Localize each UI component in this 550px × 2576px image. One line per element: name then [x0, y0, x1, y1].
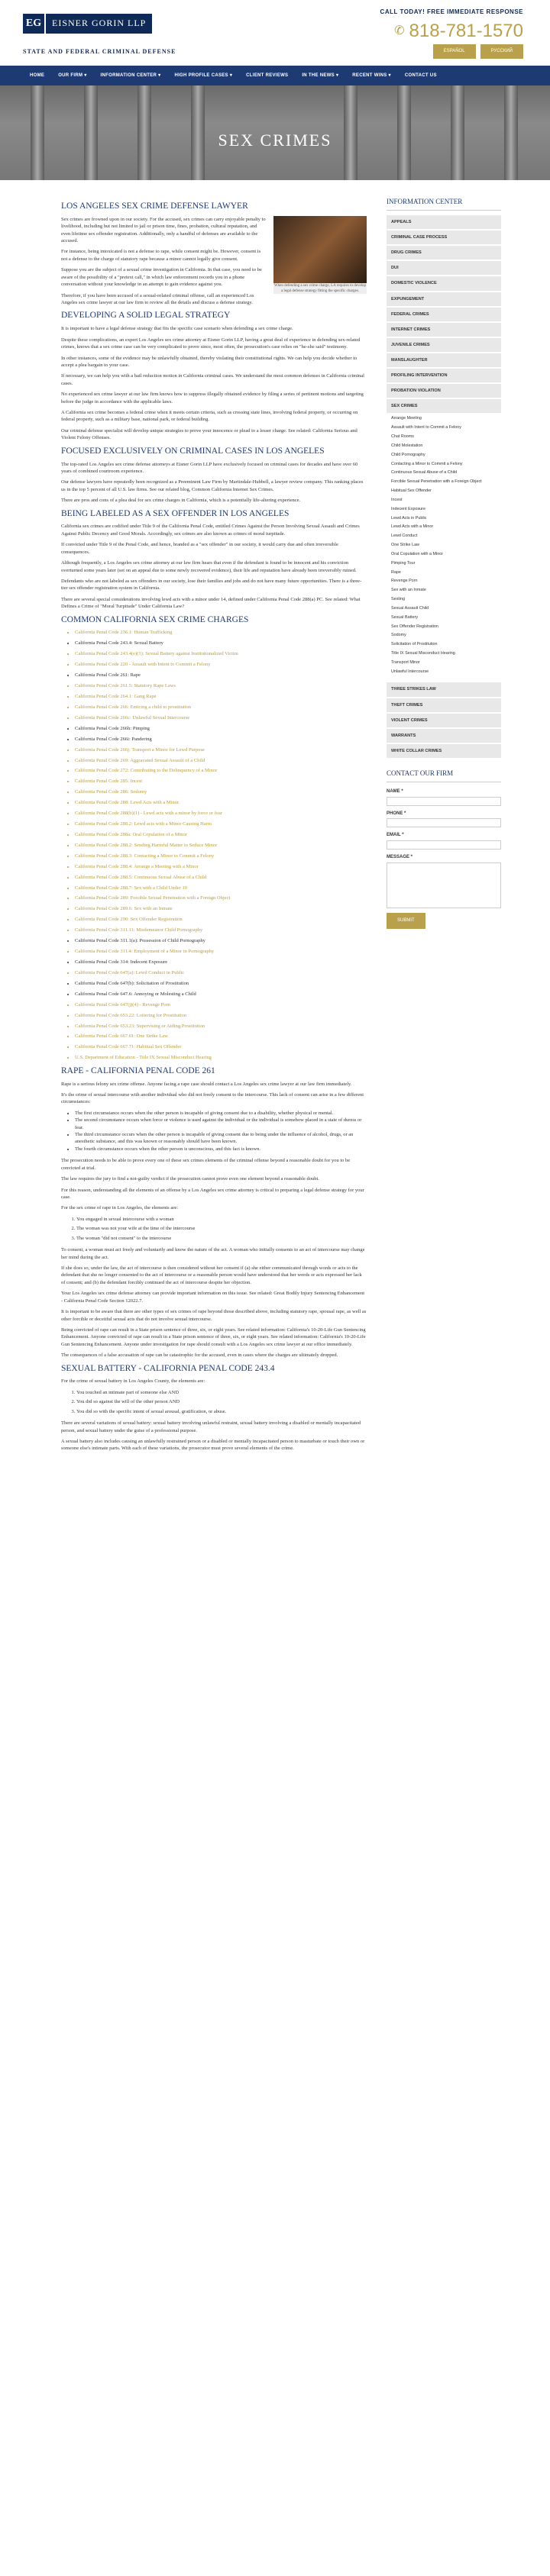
message-label: MESSAGE *: [387, 855, 413, 860]
paragraph: Our defense lawyers have repeatedly been recognized as a Preeminent Law Firm by Martindale-Hubbell, a lawyer review company. This ranking places us in the top 5 percent of all U.S. law firms. See our related blog, Common California Internet Sex Crimes.: [61, 479, 364, 492]
nav-our-firm[interactable]: OUR FIRM ▾: [58, 73, 87, 78]
charge-link[interactable]: • California Penal Code 266: Enticing a child to prostitution: [75, 704, 367, 711]
paragraph: There are pros and cons of a plea deal for sex crime charges in California, which is a potentially life-altering experience.: [61, 498, 301, 504]
charge-link[interactable]: • California Penal Code 653.23: Supervising or Aiding Prostitution: [75, 1023, 367, 1030]
main-content: [61, 197, 367, 1456]
list-item: • The third circumstance occurs when the other person is incapable of giving consent due to being under the influence of alcohol, drugs, or an anesthetic substance, and this was known or reasonably should have been known.: [75, 1131, 367, 1146]
sidebar-subitem[interactable]: Lewd Acts in Public: [391, 515, 427, 521]
sidebar-subitem[interactable]: Lewd Conduct: [391, 534, 418, 539]
charge-link[interactable]: • California Penal Code 272: Contributing to the Delinquency of a Minor: [75, 767, 367, 774]
message-field[interactable]: [387, 862, 501, 908]
charge-item: • California Penal Code 311.1(a): Possession of Child Pornography: [75, 937, 367, 944]
nav-in-the-news[interactable]: IN THE NEWS ▾: [302, 73, 339, 78]
phone-icon: ✆: [394, 24, 405, 37]
nav-information-center[interactable]: INFORMATION CENTER ▾: [100, 73, 161, 78]
charge-link[interactable]: • California Penal Code 261.5: Statutory Rape Laws: [75, 682, 367, 689]
name-field[interactable]: [387, 797, 501, 806]
hero-banner: [0, 85, 550, 180]
sidebar-subitem[interactable]: Sexual Assault Child: [391, 605, 429, 611]
sidebar-subitem[interactable]: Sex with an Inmate: [391, 588, 426, 593]
charge-link[interactable]: • California Penal Code 288.3: Contacting a Minor to Commit a Felony: [75, 853, 367, 859]
email-field[interactable]: [387, 840, 501, 850]
list-item: • The fourth circumstance occurs when the other person is unconscious, and this fact is known.: [75, 1146, 367, 1153]
gavel-photo: [273, 216, 367, 283]
sidebar-subitem[interactable]: Pimping Tour: [391, 560, 416, 566]
charges-list: [61, 629, 367, 1061]
top-header: [0, 0, 550, 66]
paragraph: There are several special considerations involving lewd acts with a minor under 14, defined under California Penal Code 288(a) PC. See related: What Defines a Crime of "Moral Turpitude" Under California Law?: [61, 596, 361, 610]
sidebar-subitem[interactable]: Revenge Porn: [391, 579, 418, 584]
paragraph: Although frequently, a Los Angeles sex crime attorney at our law firm hears that even if the defendant is found to be innocent and his conviction overturned some years later (set on an appeal due to some newly recovered evidence), their life and reputation have already been irreversibly ruined.: [61, 560, 357, 573]
charge-item: • California Penal Code 647(b): Solicitation of Prostitution: [75, 980, 367, 987]
charge-link[interactable]: • California Penal Code 288.5: Continuous Sexual Abuse of a Child: [75, 874, 367, 881]
paragraph: For this reason, understanding all the elements of an offense by a Los Angeles sex crime attorney is critical to preparing a legal defense strategy for your case.: [61, 1187, 364, 1201]
main-nav: [0, 66, 550, 85]
nav-client-reviews[interactable]: CLIENT REVIEWS: [246, 73, 289, 78]
paragraph: No experienced sex crime lawyer at our law firm knows how to suppress illegally obtained evidence by filing a series of pertinent motions and targeting before the judge in accordance with the applicable laws.: [61, 392, 364, 405]
paragraph: Being convicted of rape can result in a State prison sentence of three, six, or eight years. See related information: California's 10-20-Life Gun Sentencing Enhancement. Anyone convicted of rape can result in a State prison sentence of three, six, or eight years. See related information: California's 10-20-Life Gun Sentencing Enhancement. Anyone under investigation for rape should consult with a Los Angeles sex crime lawyer at our office immediately.: [61, 1327, 366, 1347]
paragraph: Therefore, if you have been accused of a sexual-related criminal offense, call an experienced Los Angeles sex crime lawyer at our law firm to review all the details and discuss a defense strategy.: [61, 292, 254, 306]
sidebar-subitem[interactable]: Assault with Intent to Commit a Felony: [391, 425, 461, 430]
paragraph: If she does so, under the law, the act of intercourse is then considered without her consent if (a) she either communicated through words or acts to the defendant that she no longer consented to the act of intercourse or a reasonable person would have understood that her words or acts expressed her lack of consent; and (b) the defendant forcibly continued the act of intercourse despite her objection.: [61, 1265, 362, 1285]
paragraph: A sexual battery also includes causing an unlawfully restrained person or a disabled or mentally incapacitated person to masturbate or touch their own or someone else's intimate parts. With each of these variations, the prosecutor must prove several elements of the crime.: [61, 1438, 365, 1452]
charge-item: • California Penal Code 261: Rape: [75, 672, 367, 679]
charge-link[interactable]: • California Penal Code 288(b)(1) - Lewd acts with a minor by force or fear: [75, 810, 367, 817]
sidebar-subitem[interactable]: Incest: [391, 497, 403, 502]
charge-item: • California Penal Code 314: Indecent Exposure: [75, 959, 367, 966]
email-label: EMAIL *: [387, 833, 404, 838]
list-item: 3. You did so with the specific intent of sexual arousal, gratification, or abuse.: [76, 1408, 367, 1415]
charge-link[interactable]: • U.S. Department of Education - Title IX Sexual Misconduct Hearing: [75, 1054, 367, 1061]
sidebar-subitem[interactable]: Contacting a Minor to Commit a Felony: [391, 461, 463, 466]
charge-link[interactable]: • California Penal Code 288.7: Sex with a Child Under 10: [75, 885, 367, 891]
logo-name: EISNER GORIN LLP: [46, 14, 152, 34]
sidebar-item[interactable]: THREE STRIKES LAW: [387, 682, 501, 696]
list-item: 2. You did so against the will of the other person AND: [76, 1398, 367, 1405]
charge-link[interactable]: • California Penal Code 667.71: Habitual Sex Offender: [75, 1043, 367, 1050]
charge-link[interactable]: • California Penal Code 667.61: One Strike Law: [75, 1033, 367, 1040]
sidebar-subitem[interactable]: Solicitation of Prostitution: [391, 642, 438, 647]
sidebar-subitem[interactable]: Sexual Battery: [391, 614, 419, 620]
sidebar-item[interactable]: EXPUNGEMENT: [387, 292, 501, 306]
tagline: STATE AND FEDERAL CRIMINAL DEFENSE: [23, 48, 176, 55]
section-heading: BEING LABELED AS A SEX OFFENDER IN LOS ANGELES: [61, 508, 290, 518]
language-buttons: [433, 44, 523, 59]
sidebar-subitem[interactable]: Indecent Exposure: [391, 506, 425, 511]
paragraph: Rape is a serious felony sex crime offense. Anyone facing a rape case should contact a Los Angeles sex crime lawyer at our law firm immediately.: [61, 1081, 352, 1087]
sidebar-subitem[interactable]: Sodomy: [391, 633, 406, 638]
section-heading: COMMON CALIFORNIA SEX CRIME CHARGES: [61, 614, 249, 624]
section-heading: RAPE - CALIFORNIA PENAL CODE 261: [61, 1066, 215, 1075]
paragraph: For instance, being intoxicated is not a defense to rape, while consent might be. However, consent is not a defense to the charge of statutory rape because a minor cannot legally give consent.: [61, 249, 261, 262]
paragraph: Your Los Angeles sex crime defense attorney can provide important information on this issue. See related: Great Bodily Injury Sentencing Enhancement - California Penal Code Section 12022.7.: [61, 1291, 365, 1304]
sidebar-subitem[interactable]: Child Molestation: [391, 443, 423, 448]
paragraph: If convicted under Title 9 of the Penal Code, and hence, branded as a "sex offender" in our society, it would carry due and often irreversible consequences.: [61, 542, 338, 555]
sidebar: [387, 197, 501, 1456]
phone-label: PHONE *: [387, 811, 406, 816]
charge-link[interactable]: • California Penal Code 220 - Assault with Intent to Commit a Felony: [75, 661, 367, 668]
charge-link[interactable]: • California Penal Code 311.4: Employment of a Minor in Pornography: [75, 948, 367, 955]
logo[interactable]: [23, 14, 152, 34]
charge-link[interactable]: • California Penal Code 269: Aggravated Sexual Assault of a Child: [75, 757, 367, 764]
charge-link[interactable]: • California Penal Code 289: Forcible Sexual Penetration with a Foreign Object: [75, 895, 367, 901]
sidebar-subitem[interactable]: Forcible Sexual Penetration with a Foreign Object: [391, 479, 482, 485]
rape-circumstances-list: [61, 1110, 367, 1153]
sidebar-subitem[interactable]: Title IX Sexual Misconduct Hearing: [391, 651, 455, 656]
rape-elements-list: [61, 1216, 367, 1242]
call-box: [380, 8, 523, 44]
paragraph: The prosecution needs to be able to prove every one of these sex crimes elements of the criminal offense beyond a reasonable doubt for you to be convicted at trial.: [61, 1158, 351, 1171]
list-item: 3. The woman "did not consent" to the intercourse: [76, 1235, 367, 1242]
paragraph: There are several variations of sexual battery: sexual battery involving unlawful restraint, sexual battery involving a disabled or mentally incapacitated person, and sexual battery under the guise of a professional purpose.: [61, 1420, 361, 1433]
page-title: SEX CRIMES: [218, 131, 332, 150]
charge-item: • California Penal Code 243.4: Sexual Battery: [75, 640, 367, 646]
list-item: 1. You engaged in sexual intercourse with a woman: [76, 1216, 367, 1223]
charge-link[interactable]: • California Penal Code 266c: Unlawful Sexual Intercourse: [75, 714, 367, 721]
sidebar-item[interactable]: WHITE COLLAR CRIMES: [387, 744, 501, 758]
sidebar-item[interactable]: THEFT CRIMES: [387, 698, 501, 712]
charge-link[interactable]: • California Penal Code 290: Sex Offender Registration: [75, 916, 367, 923]
sidebar-item[interactable]: DRUG CRIMES: [387, 246, 501, 260]
spanish-button[interactable]: ESPAÑOL: [433, 44, 476, 59]
nav-high-profile-cases[interactable]: HIGH PROFILE CASES ▾: [174, 73, 233, 78]
battery-elements-list: [61, 1389, 367, 1415]
paragraph: It is important to have a legal defense strategy that fits the specific case scenario when defending a sex crime charge.: [61, 326, 293, 332]
paragraph: Sex crimes are frowned upon in our society. For the accused, sex crimes can carry enjoyable penalty to livelihood, including but not limited to jail or prison time, fines, probation, cultural reputation, and even lifetime sex offender registration. Additionally, only a handful of defenses are available to the accused.: [61, 216, 266, 244]
charge-link[interactable]: • California Penal Code 243.4(e)(1): Sexual Battery against Institutionalized Victim: [75, 650, 367, 657]
paragraph: The consequences of a false accusation of rape can be catastrophic for the accused, even in cases where the charges are ultimately dropped.: [61, 1352, 338, 1359]
sidebar-subitem[interactable]: Continuous Sexual Abuse of a Child: [391, 470, 458, 476]
name-label: NAME *: [387, 789, 403, 795]
sidebar-item[interactable]: PROFILING INTERVENTION: [387, 369, 501, 382]
charge-link[interactable]: • California Penal Code 288.2: Sending Harmful Matter to Seduce Minor: [75, 842, 367, 849]
charge-link[interactable]: • California Penal Code 286: Sodomy: [75, 788, 367, 795]
charge-link[interactable]: • California Penal Code 288a: Oral Copulation of a Minor: [75, 831, 367, 838]
logo-mark: EG: [23, 14, 44, 34]
paragraph: California sex crimes are codified under Title 9 of the California Penal Code, entitled Crimes Against the Person Involving Sexual Assault and Crimes Against Public Decency and Good Morals. Accordingly, sex crimes are also known as crimes of moral turpitude.: [61, 524, 360, 537]
charge-link[interactable]: • California Penal Code 288.2: Lewd acts with a Minor Causing Harm: [75, 821, 367, 827]
charge-item: • California Penal Code 647.6: Annoying or Molesting a Child: [75, 991, 367, 998]
paragraph: In other instances, some of the evidence may be unlawfully obtained, thereby violating their constitutional rights. We can help you decide whether to accept a plea bargain to your case.: [61, 355, 358, 368]
sidebar-item[interactable]: FEDERAL CRIMES: [387, 308, 501, 321]
charge-link[interactable]: • California Penal Code 311.11: Misdemeanor Child Pornography: [75, 927, 367, 933]
sidebar-subitem[interactable]: Chat Rooms: [391, 434, 414, 440]
paragraph: It is important to be aware that there are other types of sex crimes of rape beyond those described above, including statutory rape, spousal rape, as well as other forcible or deceitful sexual acts that do not involve sexual intercourse.: [61, 1309, 367, 1322]
list-item: • The first circumstance occurs when the other person is incapable of giving consent due to a disability, whether physical or mental.: [75, 1110, 367, 1117]
sidebar-subitem[interactable]: Rape: [391, 569, 401, 575]
phone-field[interactable]: [387, 818, 501, 827]
paragraph: If necessary, we can help you with a bail reduction motion in California criminal cases. We understand the most common defenses in California criminal cases.: [61, 373, 364, 386]
paragraph: Defendants who are not labeled as sex offenders in our society, lose their families and jobs and do not have many future opportunities. There is a three-tier sex offender registration system in California.: [61, 578, 362, 592]
paragraph: For the crime of sexual battery in Los Angeles County, the elements are:: [61, 1378, 205, 1385]
sidebar-item[interactable]: APPEALS: [387, 215, 501, 229]
paragraph: The top-rated Los Angeles sex crime defense attorneys at Eisner Gorin LLP have exclusively focused on criminal cases for decades and have over 60 years of combined courtroom experience.: [61, 461, 358, 474]
phone-link[interactable]: [380, 18, 523, 45]
nav-recent-wins[interactable]: RECENT WINS ▾: [352, 73, 391, 78]
section-heading: SEXUAL BATTERY - CALIFORNIA PENAL CODE 243.4: [61, 1363, 275, 1373]
sidebar-subitem[interactable]: Arrange Meeting: [391, 416, 422, 421]
paragraph: Our criminal defense specialist will develop unique strategies to prove your innocence or plead to a lesser charge. See related: California Serious and Violent Felony Offenses.: [61, 427, 358, 441]
charge-link[interactable]: • California Penal Code 647(a): Lewd Conduct in Public: [75, 969, 367, 976]
submit-button[interactable]: SUBMIT: [387, 913, 425, 929]
paragraph: Despite these complications, an expert Los Angeles sex crime attorney at Eisner Gorin LLP, having a great deal of experience in defending sex-related crimes, knows that a sex crime case can be very complicated to prove since, most often, the prosecution's case relies on "he-she said" testimony.: [61, 337, 361, 350]
list-item: • The second circumstance occurs when force or violence is used against the individual or the individual is somehow placed in a state of duress or fear.: [75, 1117, 367, 1131]
sidebar-subitem[interactable]: Lewd Acts with a Minor: [391, 524, 434, 530]
sidebar-subitem[interactable]: Oral Copulation with a Minor: [391, 551, 444, 556]
nav-home[interactable]: HOME: [30, 73, 45, 78]
paragraph: To consent, a woman must act freely and voluntarily and know the nature of the act. A woman who initially consents to an act of intercourse may change her mind during the act.: [61, 1247, 365, 1260]
sidebar-item[interactable]: INTERNET CRIMES: [387, 323, 501, 337]
sidebar-item[interactable]: WARRANTS: [387, 729, 501, 743]
sidebar-item[interactable]: DOMESTIC VIOLENCE: [387, 276, 501, 290]
sidebar-subitem[interactable]: One Strike Law: [391, 543, 419, 548]
sidebar-subitem[interactable]: Habitual Sex Offender: [391, 488, 432, 494]
charge-link[interactable]: • California Penal Code 289.6: Sex with an Inmate: [75, 905, 367, 912]
charge-link[interactable]: • California Penal Code 285: Incest: [75, 778, 367, 785]
paragraph: Suppose you are the subject of a sexual crime investigation in California. In that case, you need to be aware of the possibility of a "pretext call," in which law enforcement records you in a phone conversation without your knowledge in an attempt to gain evidence against you.: [61, 267, 262, 288]
info-center-heading: INFORMATION CENTER: [387, 197, 501, 211]
list-item: 1. You touched an intimate part of someone else AND: [76, 1389, 367, 1396]
paragraph: A California sex crime becomes a federal crime when it meets certain criteria, such as crossing state lines, involving federal property, or occurring on federal property, such as a military base, national park, or federal building.: [61, 410, 358, 423]
charge-item: • California Penal Code 266h: Pimping: [75, 725, 367, 732]
sidebar-subitem[interactable]: Unlawful Intercourse: [391, 669, 429, 674]
sidebar-item[interactable]: PROBATION VIOLATION: [387, 384, 501, 398]
paragraph: The law requires the jury to find a not-guilty verdict if the prosecution cannot prove even one element beyond a reasonable doubt.: [61, 1176, 319, 1182]
sidebar-subitem[interactable]: Child Pornography: [391, 452, 425, 457]
sidebar-item[interactable]: DUI: [387, 261, 501, 275]
charge-item: • California Penal Code 266i: Pandering: [75, 736, 367, 743]
paragraph: For the sex crime of rape in Los Angeles, the elements are:: [61, 1205, 179, 1211]
phone-number: 818-781-1570: [409, 20, 523, 41]
image-caption: When defending a sex crime charge, LA requires to develop a legal defense strategy fitting the specific charges.: [273, 283, 367, 294]
section-heading: FOCUSED EXCLUSIVELY ON CRIMINAL CASES IN LOS ANGELES: [61, 446, 325, 456]
sidebar-item[interactable]: JUVENILE CRIMES: [387, 338, 501, 352]
charge-link[interactable]: • California Penal Code 236.1: Human Trafficking: [75, 629, 367, 636]
sidebar-item[interactable]: MANSLAUGHTER: [387, 353, 501, 367]
charge-link[interactable]: • California Penal Code 266j: Transport a Minor for Lewd Purpose: [75, 746, 367, 753]
call-text: CALL TODAY! FREE IMMEDIATE RESPONSE: [380, 8, 523, 15]
sidebar-item-active[interactable]: SEX CRIMES: [387, 399, 501, 413]
section-heading: LOS ANGELES SEX CRIME DEFENSE LAWYER: [61, 202, 248, 211]
section-heading: DEVELOPING A SOLID LEGAL STRATEGY: [61, 311, 231, 321]
paragraph: It's the crime of sexual intercourse with another individual who did not freely consent to the intercourse. This lack of consent can arise in a few different circumstances:: [61, 1091, 364, 1105]
sidebar-item[interactable]: VIOLENT CRIMES: [387, 714, 501, 727]
charge-link[interactable]: • California Penal Code 647(j)(4) - Revenge Porn: [75, 1001, 367, 1008]
charge-link[interactable]: • California Penal Code 264.1: Gang Rape: [75, 693, 367, 700]
contact-heading: CONTACT OUR FIRM: [387, 769, 501, 782]
charge-link[interactable]: • California Penal Code 653.22: Loitering for Prostitution: [75, 1012, 367, 1019]
russian-button[interactable]: РУССКИЙ: [480, 44, 523, 59]
charge-link[interactable]: • California Penal Code 288: Lewd Acts with a Minor: [75, 799, 367, 806]
sidebar-subitem[interactable]: Sexting: [391, 597, 405, 602]
sidebar-item[interactable]: CRIMINAL CASE PROCESS: [387, 231, 501, 244]
gavel-image: [273, 216, 367, 295]
sidebar-subitem[interactable]: Sex Offender Registration: [391, 624, 438, 629]
charge-link[interactable]: • California Penal Code 288.4: Arrange a Meeting with a Minor: [75, 863, 367, 870]
nav-contact-us[interactable]: CONTACT US: [404, 73, 437, 78]
sidebar-subitem[interactable]: Transport Minor: [391, 659, 420, 665]
list-item: 2. The woman was not your wife at the time of the intercourse: [76, 1225, 367, 1232]
